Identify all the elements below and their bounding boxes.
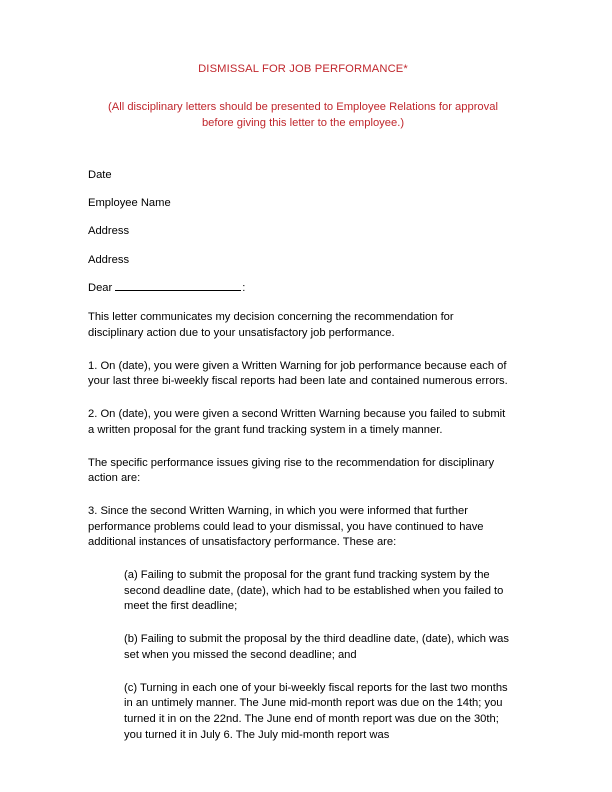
header-note-line-1: (All disciplinary letters should be presented to Employee Relations for approval <box>108 100 498 113</box>
paragraph-sub-a: (a) Failing to submit the proposal for the grant fund tracking system by the second deadline date, (date), which had to be established when you failed to meet the first deadline; <box>124 569 504 613</box>
paragraph-intro: This letter communicates my decision concerning the recommendation for disciplinary action due to your unsatisfactory job performance. <box>88 311 454 340</box>
salutation-punctuation: : <box>242 281 246 294</box>
document-header <box>88 62 518 131</box>
field-address-1: Address <box>88 225 130 238</box>
paragraph-specific-issues: The specific performance issues giving rise to the recommendation for disciplinary action are: <box>88 456 495 485</box>
salutation-blank-field[interactable] <box>115 282 241 291</box>
paragraph-sub-b: (b) Failing to submit the proposal by the third deadline date, (date), which was set when you missed the second deadline; and <box>124 633 509 661</box>
field-date: Date <box>88 169 112 181</box>
header-note <box>88 78 518 131</box>
field-address-2: Address <box>88 253 130 266</box>
field-employee-name: Employee Name <box>88 197 171 210</box>
paragraph-item-2: 2. On (date), you were given a second Written Warning because you failed to submit a written proposal for the grant fund tracking system in a timely manner. <box>88 408 506 436</box>
salutation-line <box>88 281 512 297</box>
salutation-greeting: Dear <box>88 281 113 294</box>
paragraph-sub-c: (c) Turning in each one of your bi-weekly fiscal reports for the last two months in an untimely manner. The June mid-month report was due on the 14th; you turned it in on the 22nd. The June end of month report was due on the 30th; you turned it in July 6. The July mid-month report was <box>124 681 508 741</box>
letter-body <box>88 168 512 743</box>
header-note-line-2: before giving this letter to the employee.) <box>201 116 405 129</box>
page-title: DISMISSAL FOR JOB PERFORMANCE* <box>198 63 408 75</box>
paragraph-item-3: 3. Since the second Written Warning, in which you were informed that further performance problems could lead to your dismissal, you have continued to have additional instances of unsatisfactory performance. These are: <box>88 504 484 549</box>
paragraph-item-1: 1. On (date), you were given a Written Warning for job performance because each of your last three bi-weekly fiscal reports had been late and contained numerous errors. <box>88 359 508 388</box>
